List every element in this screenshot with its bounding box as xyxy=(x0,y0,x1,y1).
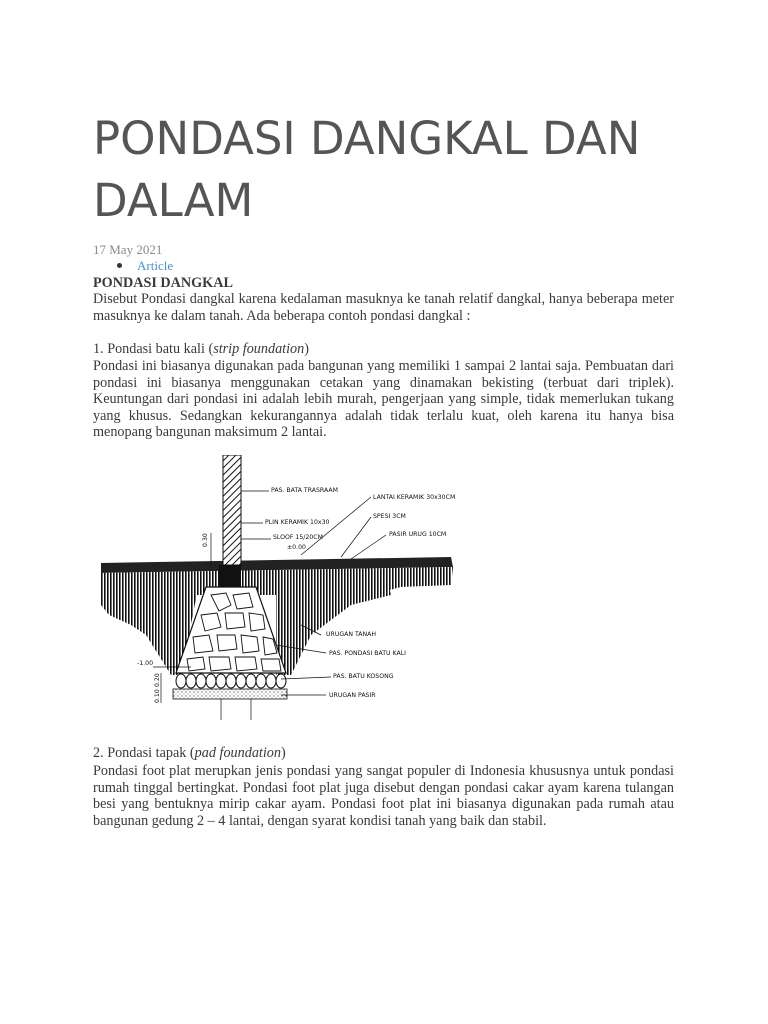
item-2-heading xyxy=(93,745,674,762)
label-dim-010: 0.10 xyxy=(154,689,161,703)
article-date: 17 May 2021 xyxy=(93,242,163,257)
label-urugan-pasir: URUGAN PASIR xyxy=(329,692,376,699)
brick-wall xyxy=(223,455,241,565)
item-1-heading-italic: strip foundation xyxy=(213,341,305,357)
item-1-heading-prefix: 1. Pondasi batu kali ( xyxy=(93,341,214,357)
label-plin: PLIN KERAMIK 10x30 xyxy=(265,519,330,526)
section-heading: PONDASI DANGKAL xyxy=(93,275,233,291)
label-level-100: -1.00 xyxy=(137,660,154,667)
label-dim-020: 0.20 xyxy=(154,673,161,687)
label-bata: PAS. BATA TRASRAAM xyxy=(271,487,338,494)
right-soil xyxy=(276,570,391,675)
label-batu-kali: PAS. PONDASI BATU KALI xyxy=(329,650,406,657)
item-1-heading xyxy=(93,341,674,358)
item-2-heading-italic: pad foundation xyxy=(194,745,281,761)
item-2-heading-prefix: 2. Pondasi tapak ( xyxy=(93,745,195,761)
sand-bed xyxy=(173,689,287,699)
strip-foundation-diagram xyxy=(101,455,481,730)
foundation-drawing xyxy=(101,455,481,730)
item-1-text: Pondasi ini biasanya digunakan pada bangunan yang memiliki 1 sampai 2 lantai saja. Pembuatan dari pondasi ini biasanya menggunakan cetakan yang dinamakan bekisting (terbuat dari triplek). Keuntungan dari pondasi ini adalah lebih murah, pengerjaan yang simple, tidak memerlukan tukang yang khusus. Sedangkan kekurangannya adalah tidak terlalu kuat, oleh karena itu hanya bisa menopang bangunan maksimum 2 lantai. xyxy=(93,358,674,441)
loose-stone-row xyxy=(176,674,286,688)
label-urugan-tanah: URUGAN TANAH xyxy=(326,631,377,638)
label-sloof: SLOOF 15/20CM xyxy=(273,534,323,541)
label-keramik: LANTAI KERAMIK 30x30CM xyxy=(373,494,456,501)
item-2-heading-suffix: ) xyxy=(280,745,286,761)
item-2-text: Pondasi foot plat merupkan jenis pondasi yang sangat populer di Indonesia khususnya untuk pondasi rumah tinggal bertingkat. Pondasi foot plat juga disebut dengan pondasi cakar ayam karena tulangan besi yang bentuknya mirip cakar ayam. Pondasi foot plat ini biasanya digunakan pada rumah atau bangunan gedung 2 – 4 lantai, dengan syarat kondisi tanah yang baik dan stabil. xyxy=(93,763,674,829)
tag-list xyxy=(137,258,173,274)
item-1-heading-suffix: ) xyxy=(304,341,309,357)
tag-link-article[interactable]: Article xyxy=(137,258,174,273)
intro-paragraph: Disebut Pondasi dangkal karena kedalaman masuknya ke tanah relatif dangkal, hanya beberapa meter masuknya ke dalam tanah. Ada beberapa contoh pondasi dangkal : xyxy=(93,291,674,324)
label-spesi: SPESI 3CM xyxy=(373,513,406,520)
label-level-0: ±0.00 xyxy=(287,544,306,551)
label-pasir-urug: PASIR URUG 10CM xyxy=(389,531,447,538)
sloof-beam xyxy=(219,565,241,587)
article-title: PONDASI DANGKAL DAN DALAM xyxy=(93,112,641,227)
label-batu-kosong: PAS. BATU KOSONG xyxy=(333,673,394,680)
label-dim-030: 0.30 xyxy=(202,533,209,547)
